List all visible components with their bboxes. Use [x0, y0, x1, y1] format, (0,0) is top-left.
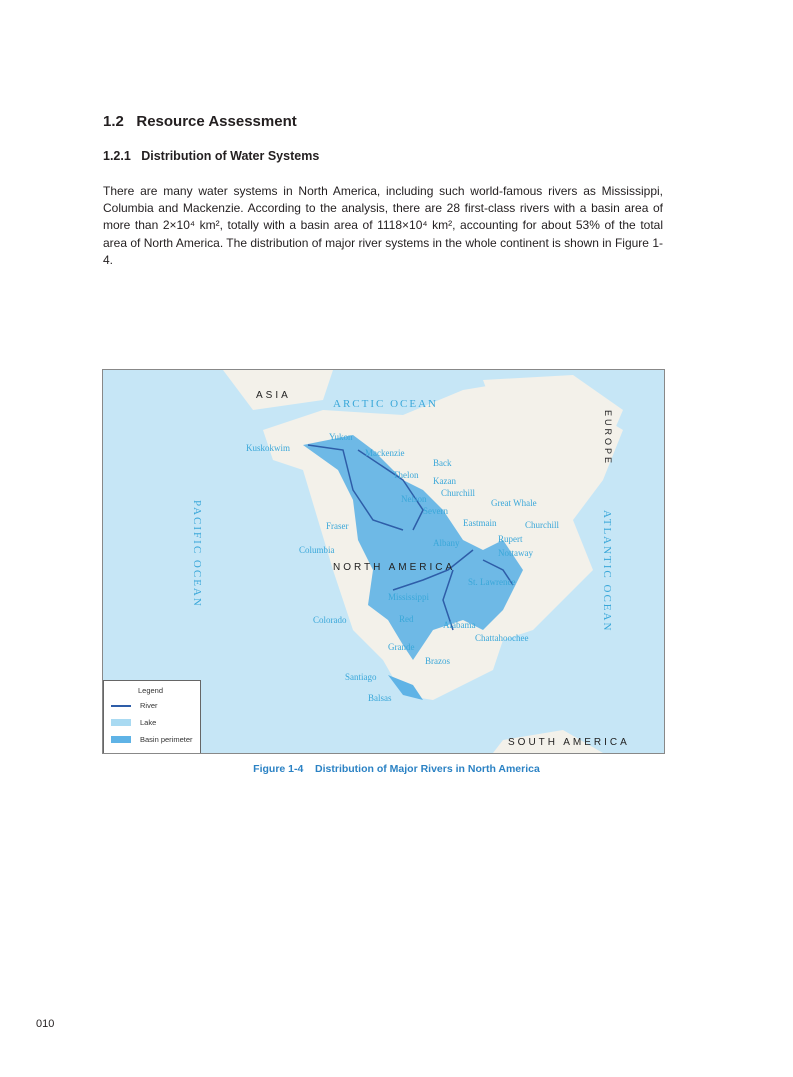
river-label: Kazan [433, 476, 456, 486]
legend-label: Lake [140, 718, 157, 727]
ocean-label-pacific: PACIFIC OCEAN [191, 500, 203, 608]
lake-swatch [111, 719, 131, 726]
river-label: St. Lawrence [468, 577, 516, 587]
river-label: Yukon [329, 432, 353, 442]
river-label: Rupert [498, 534, 523, 544]
river-map-figure [102, 369, 665, 754]
body-paragraph: There are many water systems in North America, including such world-famous rivers as Mississippi, Columbia and Mackenzie. According to the analysis, there are 28 first-class rivers with a basin area of more than 2×10⁴ km², totally with a basin area of 1118×10⁴ km², accounting for about 53% of the total area of North America. The distribution of major river systems in the whole continent is shown in Figure 1-4. [103, 184, 663, 267]
region-label-asia: ASIA [256, 390, 291, 401]
ocean-label-arctic: ARCTIC OCEAN [333, 398, 438, 410]
ocean-label-atlantic: ATLANTIC OCEAN [601, 510, 613, 633]
river-label: Mackenzie [365, 448, 405, 458]
region-label-europe: EUROPE [603, 410, 613, 467]
legend-label: Basin perimeter [140, 735, 193, 744]
river-label: Chattahoochee [475, 633, 529, 643]
map-legend [103, 680, 201, 754]
river-label: Brazos [425, 656, 450, 666]
page-number: 010 [36, 1018, 55, 1030]
river-label: Kuskokwim [246, 443, 291, 453]
region-label-south-america: SOUTH AMERICA [508, 737, 630, 748]
river-label: Santiago [345, 672, 377, 682]
river-label: Grande [388, 642, 415, 652]
river-label: Churchill [441, 488, 475, 498]
river-label: Back [433, 458, 452, 468]
river-label: Albany [433, 538, 460, 548]
river-label: Fraser [326, 521, 349, 531]
river-label: Nelson [401, 494, 427, 504]
river-label: Nottaway [498, 548, 533, 558]
region-label-north-america: NORTH AMERICA [333, 562, 456, 573]
legend-label: River [140, 701, 158, 710]
section-heading: 1.2 Resource Assessment [103, 113, 297, 130]
figure-caption: Figure 1-4 Distribution of Major Rivers in North America [253, 763, 540, 775]
river-label: Great Whale [491, 498, 537, 508]
river-label: Eastmain [463, 518, 497, 528]
river-label: Balsas [368, 693, 392, 703]
legend-item-river [111, 701, 158, 710]
river-label: Columbia [299, 545, 335, 555]
river-label: Thelon [393, 470, 419, 480]
legend-title: Legend [138, 686, 164, 695]
river-label: Alabama [443, 620, 476, 630]
legend-item-basin [111, 735, 193, 744]
river-label: Colorado [313, 615, 347, 625]
river-label: Mississippi [388, 592, 430, 602]
river-label: Churchill [525, 520, 559, 530]
river-swatch [111, 705, 131, 707]
basin-swatch [111, 736, 131, 743]
river-label: Severn [423, 506, 448, 516]
legend-item-lake [111, 718, 156, 727]
river-label: Red [399, 614, 414, 624]
subsection-heading: 1.2.1 Distribution of Water Systems [103, 149, 320, 163]
